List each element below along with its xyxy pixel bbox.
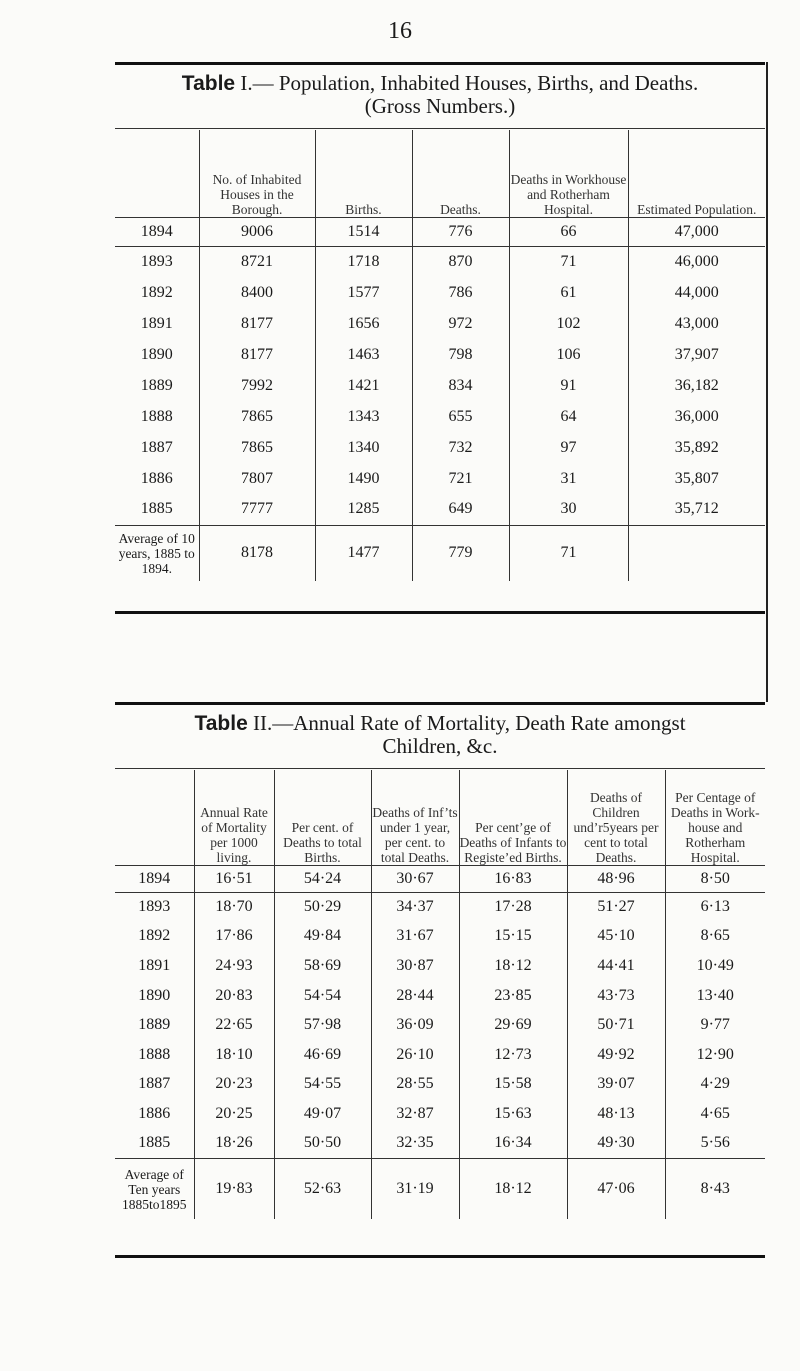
table1-row	[115, 463, 765, 494]
table1-row	[115, 339, 765, 370]
table2-value-cell: 46·69	[274, 1040, 371, 1070]
table2-value-cell: 18·70	[194, 892, 274, 922]
table1-title-text: I.— Population, Inhabited Houses, Births, and Deaths.	[240, 71, 699, 95]
table1-header-births: Births.	[315, 130, 412, 217]
table2-value-cell: 45·10	[567, 922, 665, 952]
table2-value-cell: 15·15	[459, 922, 567, 952]
table2-value-cell: 5·56	[665, 1129, 765, 1159]
table1-average-cell: 779	[412, 525, 509, 581]
table2-row	[115, 981, 765, 1011]
table2-header-children-deaths: Deaths of Children und’r5years per cent to total Deaths.	[567, 770, 665, 865]
table1-average-label: Average of 10 years, 1885 to 1894.	[115, 525, 199, 581]
table1-value-cell: 61	[509, 277, 628, 308]
table1-row	[115, 370, 765, 401]
table1-value-cell: 8721	[199, 246, 315, 277]
table2-average-cell: 19·83	[194, 1158, 274, 1219]
table2-value-cell: 20·83	[194, 981, 274, 1011]
table2-average-cell: 8·43	[665, 1158, 765, 1219]
table2-value-cell: 31·67	[371, 922, 459, 952]
table1-value-cell: 8177	[199, 339, 315, 370]
table2-value-cell: 26·10	[371, 1040, 459, 1070]
table1-value-cell: 655	[412, 401, 509, 432]
table2-value-cell: 16·83	[459, 865, 567, 892]
table1-value-cell: 8400	[199, 277, 315, 308]
table2-year-cell: 1892	[138, 927, 171, 945]
table1-top-rule	[115, 62, 765, 65]
table1-value-cell: 35,712	[628, 494, 765, 525]
table2-value-cell: 29·69	[459, 1010, 567, 1040]
table2-year-cell: 1894	[115, 865, 194, 892]
table2-value-cell: 44·41	[567, 951, 665, 981]
table1-value-cell: 31	[509, 463, 628, 494]
table1-row	[115, 432, 765, 463]
table1-value-cell: 7865	[199, 432, 315, 463]
table1-value-cell: 1514	[315, 217, 412, 246]
table1-value-cell: 649	[412, 494, 509, 525]
table1-value-cell: 7992	[199, 370, 315, 401]
table2-header-deaths-births: Per cent. of Deaths to total Births.	[274, 770, 371, 865]
table1-value-cell: 102	[509, 308, 628, 339]
table1-year-cell: 1885	[140, 500, 173, 518]
table1-value-cell: 36,182	[628, 370, 765, 401]
table1-value-cell: 1340	[315, 432, 412, 463]
table2-average-cell: 52·63	[274, 1158, 371, 1219]
table1-value-cell: 8177	[199, 308, 315, 339]
table2-top-rule	[115, 702, 765, 705]
table1-value-cell: 7807	[199, 463, 315, 494]
table2-value-cell: 28·44	[371, 981, 459, 1011]
table1-row	[115, 277, 765, 308]
table1-year-cell: 1886	[140, 469, 173, 487]
table1-value-cell: 1577	[315, 277, 412, 308]
table2-row	[115, 1129, 765, 1159]
table2-row	[115, 1099, 765, 1129]
table2-value-cell: 32·87	[371, 1099, 459, 1129]
table1-subtitle: (Gross Numbers.)	[364, 94, 516, 118]
table1-header-rule	[115, 128, 765, 129]
table2-value-cell: 9·77	[665, 1010, 765, 1040]
table2-row	[115, 1070, 765, 1100]
table2-header-infant-deaths: Deaths of Inf’ts under 1 year, per cent. to total Deaths.	[371, 770, 459, 865]
table2-value-cell: 24·93	[194, 951, 274, 981]
table1-value-cell: 1421	[315, 370, 412, 401]
table1-value-cell: 776	[412, 217, 509, 246]
table1-value-cell: 1285	[315, 494, 412, 525]
table1-year-cell: 1891	[140, 314, 173, 332]
table2-header-year	[115, 770, 194, 865]
table2-title-text: II.—Annual Rate of Mortality, Death Rate amongst	[253, 711, 686, 735]
table1-value-cell: 798	[412, 339, 509, 370]
table2-value-cell: 32·35	[371, 1129, 459, 1159]
table2-value-cell: 30·67	[371, 865, 459, 892]
table2-value-cell: 6·13	[665, 892, 765, 922]
table2-title-label: Table	[194, 712, 248, 735]
table1-average-cell	[628, 525, 765, 581]
table2-value-cell: 43·73	[567, 981, 665, 1011]
table2-value-cell: 18·12	[459, 951, 567, 981]
table2-value-cell: 20·23	[194, 1070, 274, 1100]
table2-year-cell: 1887	[138, 1075, 171, 1093]
table2-row	[115, 951, 765, 981]
table2-year-cell: 1889	[138, 1016, 171, 1034]
table1-average-cell: 8178	[199, 525, 315, 581]
table1-header-year	[115, 130, 199, 217]
table1-value-cell: 46,000	[628, 246, 765, 277]
table2-value-cell: 50·71	[567, 1010, 665, 1040]
table2-value-cell: 49·92	[567, 1040, 665, 1070]
table2-value-cell: 54·54	[274, 981, 371, 1011]
right-margin-rule	[766, 62, 768, 702]
table1-value-cell: 1718	[315, 246, 412, 277]
table1-value-cell: 71	[509, 246, 628, 277]
table1-year-cell: 1894	[115, 217, 199, 246]
table1-value-cell: 36,000	[628, 401, 765, 432]
table2-average-cell: 47·06	[567, 1158, 665, 1219]
table2-value-cell: 4·65	[665, 1099, 765, 1129]
table2-year-cell: 1888	[138, 1045, 171, 1063]
table2-year-cell: 1886	[138, 1104, 171, 1122]
table1-average-cell: 71	[509, 525, 628, 581]
table2-subtitle: Children, &c.	[382, 734, 498, 758]
table1-value-cell: 9006	[199, 217, 315, 246]
table1-value-cell: 721	[412, 463, 509, 494]
table1-value-cell: 64	[509, 401, 628, 432]
table1-title-label: Table	[181, 72, 236, 95]
table1-year-cell: 1893	[140, 252, 173, 270]
table2-value-cell: 15·58	[459, 1070, 567, 1100]
table1-header-houses: No. of Inhabited Houses in the Borough.	[199, 130, 315, 217]
table2-header-rule	[115, 768, 765, 769]
table2-value-cell: 49·07	[274, 1099, 371, 1129]
table1-header-population: Estimated Population.	[628, 130, 765, 217]
table2-bottom-rule	[115, 1255, 765, 1258]
table1-value-cell: 43,000	[628, 308, 765, 339]
table1-row	[115, 308, 765, 339]
table1-year-cell: 1888	[140, 407, 173, 425]
table1-row	[115, 401, 765, 432]
table2-header-infant-births: Per cent’ge of Deaths of Infants to Registe’ed Births.	[459, 770, 567, 865]
table1-row	[115, 217, 765, 246]
table2-value-cell: 13·40	[665, 981, 765, 1011]
table1-value-cell: 30	[509, 494, 628, 525]
table1-value-cell: 106	[509, 339, 628, 370]
table1-header-workhouse-deaths: Deaths in Workhouse and Rotherham Hospital.	[509, 130, 628, 217]
table2-row	[115, 865, 765, 892]
table2-header-annual-rate: Annual Rate of Mortality per 1000 living.	[194, 770, 274, 865]
table1-value-cell: 1343	[315, 401, 412, 432]
table2-value-cell: 18·10	[194, 1040, 274, 1070]
table1-value-cell: 37,907	[628, 339, 765, 370]
table1-value-cell: 1490	[315, 463, 412, 494]
table2-value-cell: 8·65	[665, 922, 765, 952]
table2-value-cell: 50·50	[274, 1129, 371, 1159]
table2-value-cell: 57·98	[274, 1010, 371, 1040]
table2-mortality	[115, 770, 765, 1219]
table2-average-cell: 31·19	[371, 1158, 459, 1219]
table2-value-cell: 50·29	[274, 892, 371, 922]
table2-value-cell: 12·73	[459, 1040, 567, 1070]
table2-value-cell: 4·29	[665, 1070, 765, 1100]
table1-value-cell: 786	[412, 277, 509, 308]
table1-value-cell: 35,892	[628, 432, 765, 463]
table2-average-label: Average of Ten years 1885to1895	[115, 1158, 194, 1219]
table2-value-cell: 17·28	[459, 892, 567, 922]
table1-value-cell: 35,807	[628, 463, 765, 494]
table2-value-cell: 54·24	[274, 865, 371, 892]
table2-value-cell: 20·25	[194, 1099, 274, 1129]
table2-header-workhouse-pct: Per Centage of Deaths in Work-house and Rotherham Hospital.	[665, 770, 765, 865]
table2-value-cell: 54·55	[274, 1070, 371, 1100]
table2-value-cell: 28·55	[371, 1070, 459, 1100]
table2-value-cell: 48·96	[567, 865, 665, 892]
table2-value-cell: 8·50	[665, 865, 765, 892]
table2-value-cell: 58·69	[274, 951, 371, 981]
page-number: 16	[388, 18, 412, 44]
table1-bottom-rule	[115, 611, 765, 614]
table2-row	[115, 1040, 765, 1070]
table1-value-cell: 972	[412, 308, 509, 339]
table1-row	[115, 494, 765, 525]
table1-title	[115, 72, 765, 118]
table2-value-cell: 22·65	[194, 1010, 274, 1040]
table1-value-cell: 7777	[199, 494, 315, 525]
table1-average-cell: 1477	[315, 525, 412, 581]
table2-value-cell: 23·85	[459, 981, 567, 1011]
table1-value-cell: 97	[509, 432, 628, 463]
table1-year-cell: 1892	[140, 283, 173, 301]
table1-year-cell: 1887	[140, 438, 173, 456]
table1-value-cell: 47,000	[628, 217, 765, 246]
table1-value-cell: 732	[412, 432, 509, 463]
table1-value-cell: 91	[509, 370, 628, 401]
table1-value-cell: 870	[412, 246, 509, 277]
table1-year-cell: 1889	[140, 376, 173, 394]
table2-year-cell: 1885	[138, 1134, 171, 1152]
table2-year-cell: 1893	[138, 898, 171, 916]
table2-value-cell: 10·49	[665, 951, 765, 981]
table2-value-cell: 49·30	[567, 1129, 665, 1159]
table2-average-cell: 18·12	[459, 1158, 567, 1219]
table2-value-cell: 39·07	[567, 1070, 665, 1100]
table1-value-cell: 7865	[199, 401, 315, 432]
table2-value-cell: 16·51	[194, 865, 274, 892]
table1-value-cell: 66	[509, 217, 628, 246]
table2-value-cell: 12·90	[665, 1040, 765, 1070]
table2-row	[115, 892, 765, 922]
table1-year-cell: 1890	[140, 345, 173, 363]
table2-value-cell: 48·13	[567, 1099, 665, 1129]
table1-value-cell: 44,000	[628, 277, 765, 308]
table2-value-cell: 16·34	[459, 1129, 567, 1159]
table1-population	[115, 130, 765, 581]
table1-value-cell: 1656	[315, 308, 412, 339]
table2-value-cell: 49·84	[274, 922, 371, 952]
table2-value-cell: 17·86	[194, 922, 274, 952]
table2-title	[115, 712, 765, 758]
table1-header-deaths: Deaths.	[412, 130, 509, 217]
table2-value-cell: 36·09	[371, 1010, 459, 1040]
table2-value-cell: 15·63	[459, 1099, 567, 1129]
table2-value-cell: 34·37	[371, 892, 459, 922]
table1-row	[115, 246, 765, 277]
table2-value-cell: 51·27	[567, 892, 665, 922]
table2-year-cell: 1891	[138, 956, 171, 974]
table2-value-cell: 30·87	[371, 951, 459, 981]
table2-value-cell: 18·26	[194, 1129, 274, 1159]
table2-row	[115, 1010, 765, 1040]
table2-row	[115, 922, 765, 952]
table1-value-cell: 834	[412, 370, 509, 401]
table2-year-cell: 1890	[138, 986, 171, 1004]
table1-value-cell: 1463	[315, 339, 412, 370]
